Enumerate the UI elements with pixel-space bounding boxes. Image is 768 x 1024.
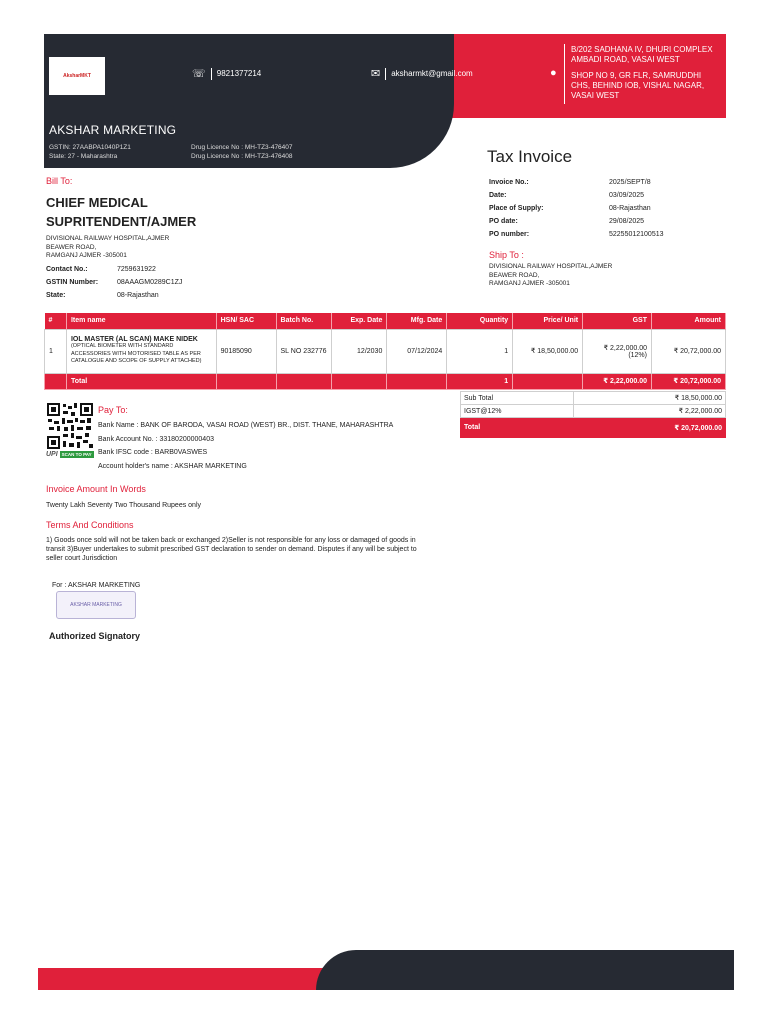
invoice-no-label: Invoice No.: — [489, 179, 529, 186]
account-holder: Account holder's name : AKSHAR MARKETING — [98, 462, 247, 470]
table-row — [45, 329, 726, 373]
summary-row — [461, 392, 726, 405]
row-quantity: 1 — [447, 329, 513, 373]
company-state: State: 27 - Maharashtra — [49, 153, 118, 160]
company-name: AKSHAR MARKETING — [49, 123, 177, 137]
bill-to-label: Bill To: — [46, 176, 73, 186]
total-quantity: 1 — [447, 373, 513, 389]
bill-to-address — [46, 235, 169, 261]
igst-label: IGST@12% — [461, 405, 574, 418]
invoice-date-label: Date: — [489, 192, 507, 199]
state-label: State: — [46, 292, 66, 299]
bank-details — [98, 419, 393, 473]
drug-licences — [191, 143, 293, 161]
stamp-text: AKSHAR MARKETING — [70, 602, 122, 608]
bill-to-address-line-2: BEAWER ROAD, — [46, 243, 97, 251]
summary-total-label: Total — [461, 418, 574, 438]
subtotal-label: Sub Total — [461, 392, 574, 405]
logo-text: AksharMKT — [63, 73, 91, 79]
igst-value: ₹ 2,22,000.00 — [574, 405, 726, 418]
total-blank — [276, 373, 332, 389]
gstin-label: GSTIN Number: — [46, 279, 99, 286]
summary-table — [460, 391, 726, 438]
bill-to-address-line-3: RAMGANJ AJMER -305001 — [46, 252, 127, 259]
po-number-value: 52255012100513 — [609, 231, 664, 238]
row-number: 1 — [45, 329, 67, 373]
header-email — [371, 68, 473, 80]
table-header-row — [45, 313, 726, 329]
for-company-label: For : AKSHAR MARKETING — [52, 582, 141, 589]
row-exp-date: 12/2030 — [332, 329, 387, 373]
contact-value: 7259631922 — [117, 266, 156, 273]
bill-to-name-line-1: CHIEF MEDICAL — [46, 195, 148, 210]
col-header-mfg-date: Mfg. Date — [387, 313, 447, 329]
upi-qr-code-icon — [46, 402, 94, 450]
scan-to-pay-label: SCAN TO PAY — [61, 452, 92, 457]
bank-name: Bank Name : BANK OF BARODA, VASAI ROAD (WEST) BR., DIST. THANE, MAHARASHTRA — [98, 422, 394, 429]
invoice-meta — [489, 178, 719, 243]
total-gst: ₹ 2,22,000.00 — [583, 373, 652, 389]
bill-to-address-line-1: DIVISIONAL RAILWAY HOSPITAL,AJMER — [46, 235, 170, 242]
amount-words-label: Invoice Amount In Words — [46, 484, 146, 494]
bill-to-details — [46, 265, 286, 304]
gstin-value: 08AAAGM0289C1ZJ — [117, 279, 183, 286]
company-logo — [49, 57, 105, 95]
row-gst — [583, 329, 652, 373]
drug-licence-2: Drug Licence No : MH-TZ3-476408 — [191, 153, 293, 160]
drug-licence-1: Drug Licence No : MH-TZ3-476407 — [191, 144, 293, 151]
header-phone — [192, 68, 261, 80]
col-header-hsn: HSN/ SAC — [216, 313, 276, 329]
row-gst-amount: ₹ 2,22,000.00 — [603, 344, 647, 352]
total-blank — [387, 373, 447, 389]
items-table — [44, 313, 726, 390]
total-amount: ₹ 20,72,000.00 — [652, 373, 726, 389]
bill-to-name — [46, 193, 196, 231]
upi-scan-badge — [46, 451, 94, 458]
col-header-batch: Batch No. — [276, 313, 332, 329]
place-of-supply-value: 08-Rajasthan — [609, 205, 651, 212]
phone-number: 9821377214 — [216, 69, 262, 78]
row-batch: SL NO 232776 — [276, 329, 332, 373]
company-gstin: GSTIN: 27AABPA1040P1Z1 — [49, 144, 131, 151]
col-header-exp-date: Exp. Date — [332, 313, 387, 329]
pay-to-label: Pay To: — [98, 405, 128, 415]
po-number-label: PO number: — [489, 231, 530, 238]
row-item-name: IOL MASTER (AL SCAN) MAKE NIDEK — [70, 336, 198, 344]
total-label: Total — [66, 373, 216, 389]
amount-words-text: Twenty Lakh Seventy Two Thousand Rupees only — [46, 502, 202, 509]
col-header-number: # — [45, 313, 67, 329]
row-item-description: (OPTICAL BIOMETER WITH STANDARD ACCESSORIES WITH MOTORISED TABLE AS PER CATALOGUE AND SCOPE OF SUPPLY ATTACHED) — [70, 343, 202, 365]
col-header-amount: Amount — [652, 313, 726, 329]
footer-dark-band — [316, 950, 734, 990]
table-total-row — [45, 373, 726, 389]
ship-to-address-line-1: DIVISIONAL RAILWAY HOSPITAL,AJMER — [489, 263, 613, 270]
total-blank — [45, 373, 67, 389]
summary-total-row — [461, 418, 726, 438]
place-of-supply-label: Place of Supply: — [489, 205, 544, 212]
bill-to-name-line-2: SUPRITENDENT/AJMER — [46, 214, 197, 229]
row-hsn: 90185090 — [216, 329, 276, 373]
bank-account-no: Bank Account No. : 33180200000403 — [98, 435, 214, 443]
po-date-value: 29/08/2025 — [609, 218, 645, 225]
bank-ifsc: Bank IFSC code : BARB0VASWES — [98, 449, 208, 456]
phone-icon: ☏ — [192, 67, 206, 80]
terms-label: Terms And Conditions — [46, 520, 134, 530]
subtotal-value: ₹ 18,50,000.00 — [574, 392, 726, 405]
upi-label: UPI — [46, 451, 58, 458]
total-blank — [216, 373, 276, 389]
summary-row — [461, 405, 726, 418]
company-tax-info — [49, 143, 131, 161]
address-line-2: SHOP NO 9, GR FLR, SAMRUDDHI CHS, BEHIND IOB, VISHAL NAGAR, VASAI WEST — [571, 71, 705, 100]
ship-to-address-line-2: BEAWER ROAD, — [489, 271, 540, 279]
summary-total-value: ₹ 20,72,000.00 — [574, 418, 726, 438]
address-block — [571, 45, 716, 101]
col-header-item-name: Item name — [66, 313, 216, 329]
email-address: aksharmkt@gmail.com — [391, 69, 473, 78]
invoice-date-value: 03/09/2025 — [609, 192, 645, 199]
contact-label: Contact No.: — [46, 266, 88, 273]
divider — [211, 68, 212, 80]
address-line-1: B/202 SADHANA IV, DHURI COMPLEX AMBADI ROAD, VASAI WEST — [571, 45, 713, 64]
row-price: ₹ 18,50,000.00 — [513, 329, 583, 373]
page-title: Tax Invoice — [487, 147, 573, 166]
total-blank — [332, 373, 387, 389]
ship-to-label: Ship To : — [489, 250, 524, 260]
divider — [564, 44, 565, 104]
total-blank — [513, 373, 583, 389]
location-pin-icon: ● — [550, 67, 557, 79]
row-gst-percent: (12%) — [628, 351, 647, 359]
po-date-label: PO date: — [489, 218, 518, 225]
ship-to-address — [489, 263, 612, 289]
divider — [385, 68, 386, 80]
terms-text: 1) Goods once sold will not be taken back or exchanged 2)Seller is not responsible for any loss or damaged of goods in transit 3)Buyer undertakes to submit prescribed GST declaration to sender on demand. Disputes if any will be subject to seller court Jurisdiction — [46, 537, 417, 562]
row-amount: ₹ 20,72,000.00 — [652, 329, 726, 373]
row-mfg-date: 07/12/2024 — [387, 329, 447, 373]
ship-to-address-line-3: RAMGANJ AJMER -305001 — [489, 280, 570, 287]
company-stamp — [56, 591, 136, 619]
invoice-no-value: 2025/SEPT/8 — [609, 179, 651, 186]
footer-red-band — [38, 968, 338, 990]
col-header-gst: GST — [583, 313, 652, 329]
authorized-signatory: Authorized Signatory — [49, 631, 141, 641]
col-header-price: Price/ Unit — [513, 313, 583, 329]
col-header-quantity: Quantity — [447, 313, 513, 329]
row-item — [66, 329, 216, 373]
mail-icon: ✉ — [371, 67, 381, 80]
state-value: 08-Rajasthan — [117, 292, 159, 299]
